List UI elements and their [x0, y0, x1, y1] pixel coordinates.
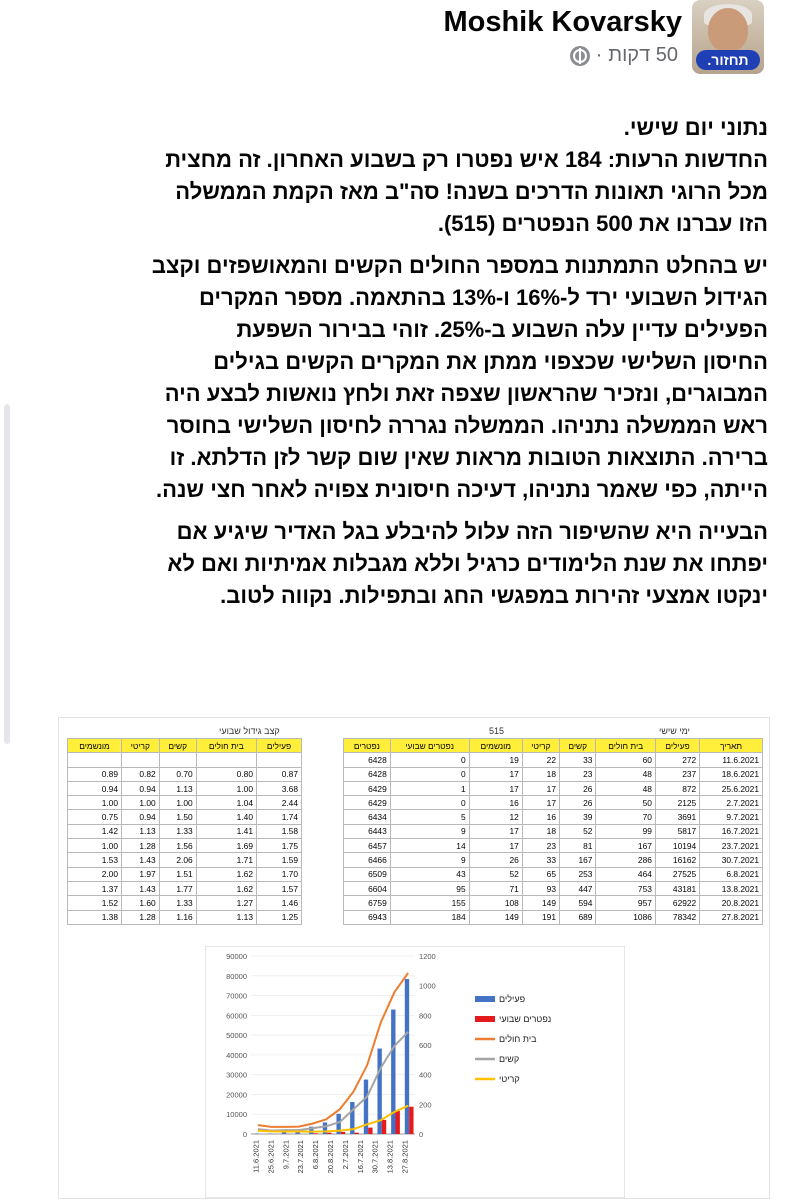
growth-table-header-cell: מונשמים: [68, 739, 122, 753]
fridays-table-row: [344, 853, 763, 867]
x-axis-tick-label: 30.7.2021: [370, 1140, 380, 1174]
growth-table-row: [68, 867, 302, 881]
growth-table-cell: 1.46: [256, 896, 301, 910]
growth-table-cell: 2.44: [256, 796, 301, 810]
post-line: מכל הרוגי תאונות הדרכים בשנה! סה"ב מאז הקמת הממשלה: [175, 179, 768, 204]
growth-table-cell: 1.77: [159, 881, 196, 895]
fridays-table-cell: 2125: [655, 796, 699, 810]
x-axis-tick-label: 6.8.2021: [311, 1140, 321, 1170]
fridays-table-cell: 6429: [344, 796, 391, 810]
growth-table-cell: 0.70: [159, 767, 196, 781]
growth-table-cell: 1.51: [159, 867, 196, 881]
right-axis-tick-label: 400: [419, 1070, 432, 1080]
fridays-table-cell: 6604: [344, 881, 391, 895]
scrollbar[interactable]: [4, 404, 10, 744]
fridays-table-header-cell: בית חולים: [596, 739, 655, 753]
legend-swatch: [475, 996, 495, 1002]
x-axis-tick-label: 16.7.2021: [355, 1140, 365, 1174]
right-table-total: 515: [489, 726, 505, 736]
fridays-table-header-cell: תאריך: [700, 739, 763, 753]
growth-table-row: [68, 896, 302, 910]
growth-table-cell: 0.94: [122, 781, 160, 795]
growth-table-cell: 1.60: [122, 896, 160, 910]
fridays-table-cell: 78342: [655, 910, 699, 924]
growth-table-cell: 0.80: [196, 767, 256, 781]
left-axis-tick-label: 70000: [226, 991, 247, 1001]
growth-table-cell: 1.62: [196, 881, 256, 895]
growth-table-row: [68, 781, 302, 795]
post-line: הייתה, כפי שאמר נתניהו, דעיכה חיסונית צפויה לאחר חצי שנה.: [155, 477, 768, 502]
bar-weekly-deaths: [396, 1111, 400, 1134]
fridays-table-cell: 23: [560, 767, 596, 781]
fridays-table-cell: 6466: [344, 853, 391, 867]
right-axis-tick-label: 0: [419, 1130, 424, 1139]
x-axis-tick-label: 20.8.2021: [326, 1140, 335, 1174]
left-axis-tick-label: 0: [242, 1130, 247, 1139]
growth-table-cell: [159, 753, 196, 767]
fridays-table-cell: 447: [560, 881, 596, 895]
right-table-caption: ימי שישי: [659, 726, 690, 736]
post-paragraph-2: [28, 250, 768, 506]
post-line: הגידול השבועי ירד ל-16% ו-13% בהתאמה. מספר המקרים: [198, 285, 768, 310]
left-axis-tick-label: 20000: [226, 1090, 247, 1100]
legend-label: פעילים: [499, 994, 526, 1004]
fridays-table-cell: 184: [390, 910, 469, 924]
fridays-table-cell: 149: [469, 910, 522, 924]
growth-table-cell: 0.89: [68, 767, 122, 781]
fridays-table-header-cell: נפטרים שבועי: [390, 739, 469, 753]
fridays-table-cell: 689: [560, 910, 596, 924]
fridays-table-cell: 65: [522, 867, 559, 881]
right-axis-tick-label: 800: [419, 1011, 432, 1021]
growth-table-cell: 1.13: [122, 824, 160, 838]
growth-table-cell: 1.37: [68, 881, 122, 895]
post-paragraph-3: [28, 516, 768, 612]
growth-table-cell: 1.33: [159, 824, 196, 838]
growth-table-cell: 1.04: [196, 796, 256, 810]
growth-table-cell: 1.27: [196, 896, 256, 910]
fridays-table-cell: 39: [560, 810, 596, 824]
fridays-table-cell: 93: [522, 881, 559, 895]
fridays-table-cell: 25.6.2021: [700, 781, 763, 795]
growth-table-cell: 1.71: [196, 853, 256, 867]
fridays-table-cell: 12: [469, 810, 522, 824]
fridays-table-cell: 6.8.2021: [700, 867, 763, 881]
growth-table-cell: 1.52: [68, 896, 122, 910]
bar-weekly-deaths: [368, 1128, 372, 1134]
growth-table-cell: 1.50: [159, 810, 196, 824]
fridays-table-cell: 5: [390, 810, 469, 824]
fridays-table-cell: 17: [522, 796, 559, 810]
avatar-face: [708, 8, 748, 52]
fridays-table-cell: 14: [390, 839, 469, 853]
post-image[interactable]: [58, 717, 770, 1199]
right-axis-tick-label: 1000: [419, 981, 436, 991]
growth-table-cell: 1.53: [68, 853, 122, 867]
fridays-table-cell: 594: [560, 896, 596, 910]
fridays-table-cell: 464: [596, 867, 655, 881]
left-axis-tick-label: 30000: [226, 1070, 247, 1080]
growth-table-cell: 0.82: [122, 767, 160, 781]
growth-table-row: [68, 753, 302, 767]
growth-table-row: [68, 839, 302, 853]
post-header: [0, 0, 802, 95]
growth-table-cell: 1.59: [256, 853, 301, 867]
fridays-table-row: [344, 824, 763, 838]
post-line: הזו עברנו את 500 הנפטרים (515).: [437, 211, 768, 236]
meta-separator: ·: [595, 44, 603, 66]
growth-table-header-cell: קשים: [159, 739, 196, 753]
fridays-table-cell: 48: [596, 781, 655, 795]
fridays-table-cell: 6428: [344, 753, 391, 767]
fridays-table-cell: 17: [522, 781, 559, 795]
fridays-table-header-cell: קריטי: [522, 739, 559, 753]
fridays-table-cell: 26: [560, 796, 596, 810]
fridays-table-row: [344, 896, 763, 910]
x-axis-tick-label: 23.7.2021: [296, 1140, 306, 1174]
fridays-table-cell: 0: [390, 796, 469, 810]
bar-active: [254, 1133, 258, 1134]
x-axis-tick-label: 9.7.2021: [281, 1140, 291, 1170]
growth-table-cell: 1.13: [196, 910, 256, 924]
fridays-table-cell: 20.8.2021: [700, 896, 763, 910]
growth-table-cell: 0.94: [68, 781, 122, 795]
fridays-table-cell: 23.7.2021: [700, 839, 763, 853]
fridays-table-row: [344, 810, 763, 824]
growth-table-row: [68, 767, 302, 781]
growth-table-cell: 1.40: [196, 810, 256, 824]
fridays-table-cell: 17: [469, 824, 522, 838]
post-line: ברירה. התוצאות הטובות מראות שאין שום קשר לזן הדלתא. זו: [169, 445, 768, 470]
fridays-table-cell: 6434: [344, 810, 391, 824]
fridays-table-header-cell: קשים: [560, 739, 596, 753]
fridays-table-cell: 70: [596, 810, 655, 824]
growth-table-cell: 1.97: [122, 867, 160, 881]
fridays-table-row: [344, 910, 763, 924]
left-table-caption: קצב גידול שבועי: [219, 726, 280, 736]
fridays-table-cell: 33: [560, 753, 596, 767]
fridays-table-cell: 16.7.2021: [700, 824, 763, 838]
fridays-table-header-cell: נפטרים: [344, 739, 391, 753]
fridays-table-row: [344, 867, 763, 881]
left-axis-tick-label: 80000: [226, 971, 247, 981]
covid-chart: [205, 946, 625, 1198]
fridays-table-row: [344, 781, 763, 795]
growth-table-cell: 1.74: [256, 810, 301, 824]
x-axis-tick-label: 2.7.2021: [340, 1140, 350, 1170]
left-axis-tick-label: 90000: [226, 952, 247, 961]
growth-table-cell: 1.43: [122, 881, 160, 895]
growth-table-cell: 1.00: [68, 796, 122, 810]
x-axis-tick-label: 11.6.2021: [251, 1140, 261, 1173]
fridays-table-cell: 753: [596, 881, 655, 895]
fridays-table-cell: 957: [596, 896, 655, 910]
fridays-table-cell: 52: [560, 824, 596, 838]
bar-active: [282, 1132, 286, 1134]
growth-table-cell: 1.28: [122, 839, 160, 853]
fridays-table-cell: 1: [390, 781, 469, 795]
growth-table-cell: 0.75: [68, 810, 122, 824]
growth-table-cell: 2.06: [159, 853, 196, 867]
fridays-table-cell: 6509: [344, 867, 391, 881]
fridays-table-cell: 18.6.2021: [700, 767, 763, 781]
x-axis-tick-label: 13.8.2021: [385, 1140, 395, 1174]
fridays-table-cell: 95: [390, 881, 469, 895]
fridays-table-cell: 9: [390, 853, 469, 867]
fridays-table-cell: 27.8.2021: [700, 910, 763, 924]
fridays-table-cell: 81: [560, 839, 596, 853]
right-axis-tick-label: 600: [419, 1041, 432, 1050]
growth-table-cell: 1.33: [159, 896, 196, 910]
fridays-table-cell: 22: [522, 753, 559, 767]
post-line: נתוני יום שישי.: [623, 115, 768, 140]
fridays-table-cell: 155: [390, 896, 469, 910]
fridays-table-cell: 33: [522, 853, 559, 867]
fridays-table-cell: 71: [469, 881, 522, 895]
growth-table-cell: 1.58: [256, 824, 301, 838]
bar-weekly-deaths: [382, 1120, 386, 1134]
growth-table-row: [68, 810, 302, 824]
fridays-table-cell: 17: [469, 781, 522, 795]
bar-weekly-deaths: [327, 1133, 331, 1134]
fridays-table-cell: 0: [390, 753, 469, 767]
author-name[interactable]: Moshik Kovarsky: [443, 6, 682, 38]
x-axis-tick-label: 27.8.2021: [400, 1140, 410, 1174]
growth-table-row: [68, 796, 302, 810]
fridays-table-cell: 11.6.2021: [700, 753, 763, 767]
growth-table-row: [68, 824, 302, 838]
fridays-table-cell: 26: [469, 853, 522, 867]
left-axis-tick-label: 60000: [226, 1011, 247, 1021]
fridays-table-cell: 16: [469, 796, 522, 810]
fridays-table-row: [344, 881, 763, 895]
fridays-table-cell: 26: [560, 781, 596, 795]
fridays-table-cell: 6457: [344, 839, 391, 853]
fridays-table-cell: 6429: [344, 781, 391, 795]
post-line: יש בהחלט התמתנות במספר החולים הקשים והמאושפזים וקצב: [151, 253, 768, 278]
growth-table-row: [68, 910, 302, 924]
growth-table-cell: [122, 753, 160, 767]
fridays-table-cell: 17: [469, 767, 522, 781]
growth-table-cell: 1.38: [68, 910, 122, 924]
growth-table-cell: 1.62: [196, 867, 256, 881]
growth-table-cell: 0.94: [122, 810, 160, 824]
growth-table-header-cell: קריטי: [122, 739, 160, 753]
fridays-table-cell: 23: [522, 839, 559, 853]
fridays-table-cell: 286: [596, 853, 655, 867]
growth-table-cell: [68, 753, 122, 767]
fridays-table-cell: 52: [469, 867, 522, 881]
growth-table-cell: 1.00: [159, 796, 196, 810]
legend-label: קשים: [499, 1054, 520, 1064]
fridays-table-cell: 30.7.2021: [700, 853, 763, 867]
fridays-data-table: [343, 738, 763, 925]
post-line: החדשות הרעות: 184 איש נפטרו רק בשבוע האחרון. זה מחצית: [165, 147, 768, 172]
fridays-table-cell: 9: [390, 824, 469, 838]
growth-table-row: [68, 853, 302, 867]
growth-table-cell: 1.00: [122, 796, 160, 810]
fridays-table-cell: 149: [522, 896, 559, 910]
fridays-table-cell: 272: [655, 753, 699, 767]
fridays-table-cell: 1086: [596, 910, 655, 924]
fridays-table-cell: 48: [596, 767, 655, 781]
fridays-table-row: [344, 796, 763, 810]
fridays-table-cell: 16162: [655, 853, 699, 867]
growth-table-cell: 1.28: [122, 910, 160, 924]
fridays-table-cell: 16: [522, 810, 559, 824]
growth-table-cell: 1.69: [196, 839, 256, 853]
fridays-table-cell: 237: [655, 767, 699, 781]
growth-table-cell: 2.00: [68, 867, 122, 881]
fridays-table-cell: 10194: [655, 839, 699, 853]
bar-active: [391, 1010, 395, 1134]
growth-table-cell: [196, 753, 256, 767]
right-axis-tick-label: 200: [419, 1100, 432, 1110]
fridays-table-cell: 60: [596, 753, 655, 767]
legend-label: נפטרים שבועי: [499, 1014, 552, 1024]
fridays-table-header-cell: פעילים: [655, 739, 699, 753]
post-line: הבעייה היא שהשיפור הזה עלול להיבלע בגל האדיר שיגיע אם: [176, 519, 768, 544]
growth-table-cell: 1.41: [196, 824, 256, 838]
legend-swatch: [475, 1016, 495, 1022]
fridays-table-cell: 17: [469, 839, 522, 853]
fridays-table-cell: 872: [655, 781, 699, 795]
fridays-table-cell: 19: [469, 753, 522, 767]
growth-table-cell: 1.43: [122, 853, 160, 867]
post-line: המבוגרים, ונזכיר שהראשון שצפה זאת ולחץ נואשות לבצע היה: [164, 381, 768, 406]
fridays-table-cell: 18: [522, 824, 559, 838]
fridays-table-cell: 6443: [344, 824, 391, 838]
growth-table-cell: 1.56: [159, 839, 196, 853]
fridays-table-cell: 253: [560, 867, 596, 881]
post-line: יפתחו את שנת הלימודים כרגיל וללא מגבלות אמיתיות ואם לא: [167, 551, 768, 576]
x-axis-tick-label: 25.6.2021: [266, 1140, 276, 1174]
left-axis-tick-label: 10000: [226, 1110, 247, 1120]
growth-table-cell: 1.16: [159, 910, 196, 924]
post-line: החיסון השלישי שכצפוי ממתן את המקרים הקשים בגילים: [213, 349, 768, 374]
growth-table-cell: 1.57: [256, 881, 301, 895]
fridays-table-cell: 6759: [344, 896, 391, 910]
post-body: [28, 112, 768, 622]
fridays-table-cell: 18: [522, 767, 559, 781]
fridays-table-cell: 9.7.2021: [700, 810, 763, 824]
fridays-table-row: [344, 753, 763, 767]
post-line: הפעילים עדיין עלה השבוע ב-25%. זוהי בבירור השפעת: [236, 317, 768, 342]
legend-label: בית חולים: [499, 1034, 537, 1044]
fridays-table-cell: 0: [390, 767, 469, 781]
avatar[interactable]: [692, 0, 764, 74]
growth-rate-table: [67, 738, 302, 925]
legend-label: קריטי: [499, 1074, 520, 1084]
fridays-table-cell: 2.7.2021: [700, 796, 763, 810]
bar-weekly-deaths: [314, 1133, 318, 1134]
fridays-table-cell: 3691: [655, 810, 699, 824]
fridays-table-row: [344, 767, 763, 781]
fridays-table-cell: 27525: [655, 867, 699, 881]
post-time[interactable]: 50 דקות: [608, 44, 678, 66]
fridays-table-cell: 108: [469, 896, 522, 910]
growth-table-cell: 1.42: [68, 824, 122, 838]
growth-table-header-cell: פעילים: [256, 739, 301, 753]
growth-table-cell: 1.00: [68, 839, 122, 853]
growth-table-cell: [256, 753, 301, 767]
post-line: ינקטו אמצעי זהירות במפגשי החג ובתפילות. נקווה לטוב.: [220, 583, 768, 608]
fridays-table-cell: 167: [560, 853, 596, 867]
post-paragraph-1: [28, 112, 768, 240]
globe-icon[interactable]: [570, 46, 590, 66]
fridays-table-cell: 99: [596, 824, 655, 838]
growth-table-cell: 0.87: [256, 767, 301, 781]
left-axis-tick-label: 40000: [226, 1050, 247, 1060]
growth-table-cell: 1.25: [256, 910, 301, 924]
growth-table-header-cell: בית חולים: [196, 739, 256, 753]
growth-table-cell: 1.70: [256, 867, 301, 881]
bar-weekly-deaths: [409, 1107, 413, 1134]
avatar-badge: תחזור.: [696, 50, 760, 70]
right-axis-tick-label: 1200: [419, 952, 436, 961]
fridays-table-cell: 50: [596, 796, 655, 810]
growth-table-cell: 1.00: [196, 781, 256, 795]
left-axis-tick-label: 50000: [226, 1031, 247, 1041]
fridays-table-cell: 6943: [344, 910, 391, 924]
fridays-table-cell: 13.8.2021: [700, 881, 763, 895]
fridays-table-cell: 62922: [655, 896, 699, 910]
growth-table-cell: 1.13: [159, 781, 196, 795]
bar-active: [405, 979, 409, 1134]
fridays-table-header-cell: מונשמים: [469, 739, 522, 753]
fridays-table-cell: 6428: [344, 767, 391, 781]
bar-weekly-deaths: [341, 1132, 345, 1134]
post-line: ראש הממשלה נתניהו. הממשלה נגררה לחיסון השלישי בחוסר: [166, 413, 768, 438]
fridays-table-cell: 43: [390, 867, 469, 881]
fridays-table-cell: 191: [522, 910, 559, 924]
fridays-table-cell: 167: [596, 839, 655, 853]
fridays-table-cell: 43181: [655, 881, 699, 895]
growth-table-cell: 3.68: [256, 781, 301, 795]
fridays-table-row: [344, 839, 763, 853]
post-meta: [570, 44, 678, 67]
growth-table-cell: 1.75: [256, 839, 301, 853]
fridays-table-cell: 5817: [655, 824, 699, 838]
bar-weekly-deaths: [355, 1133, 359, 1134]
growth-table-row: [68, 881, 302, 895]
